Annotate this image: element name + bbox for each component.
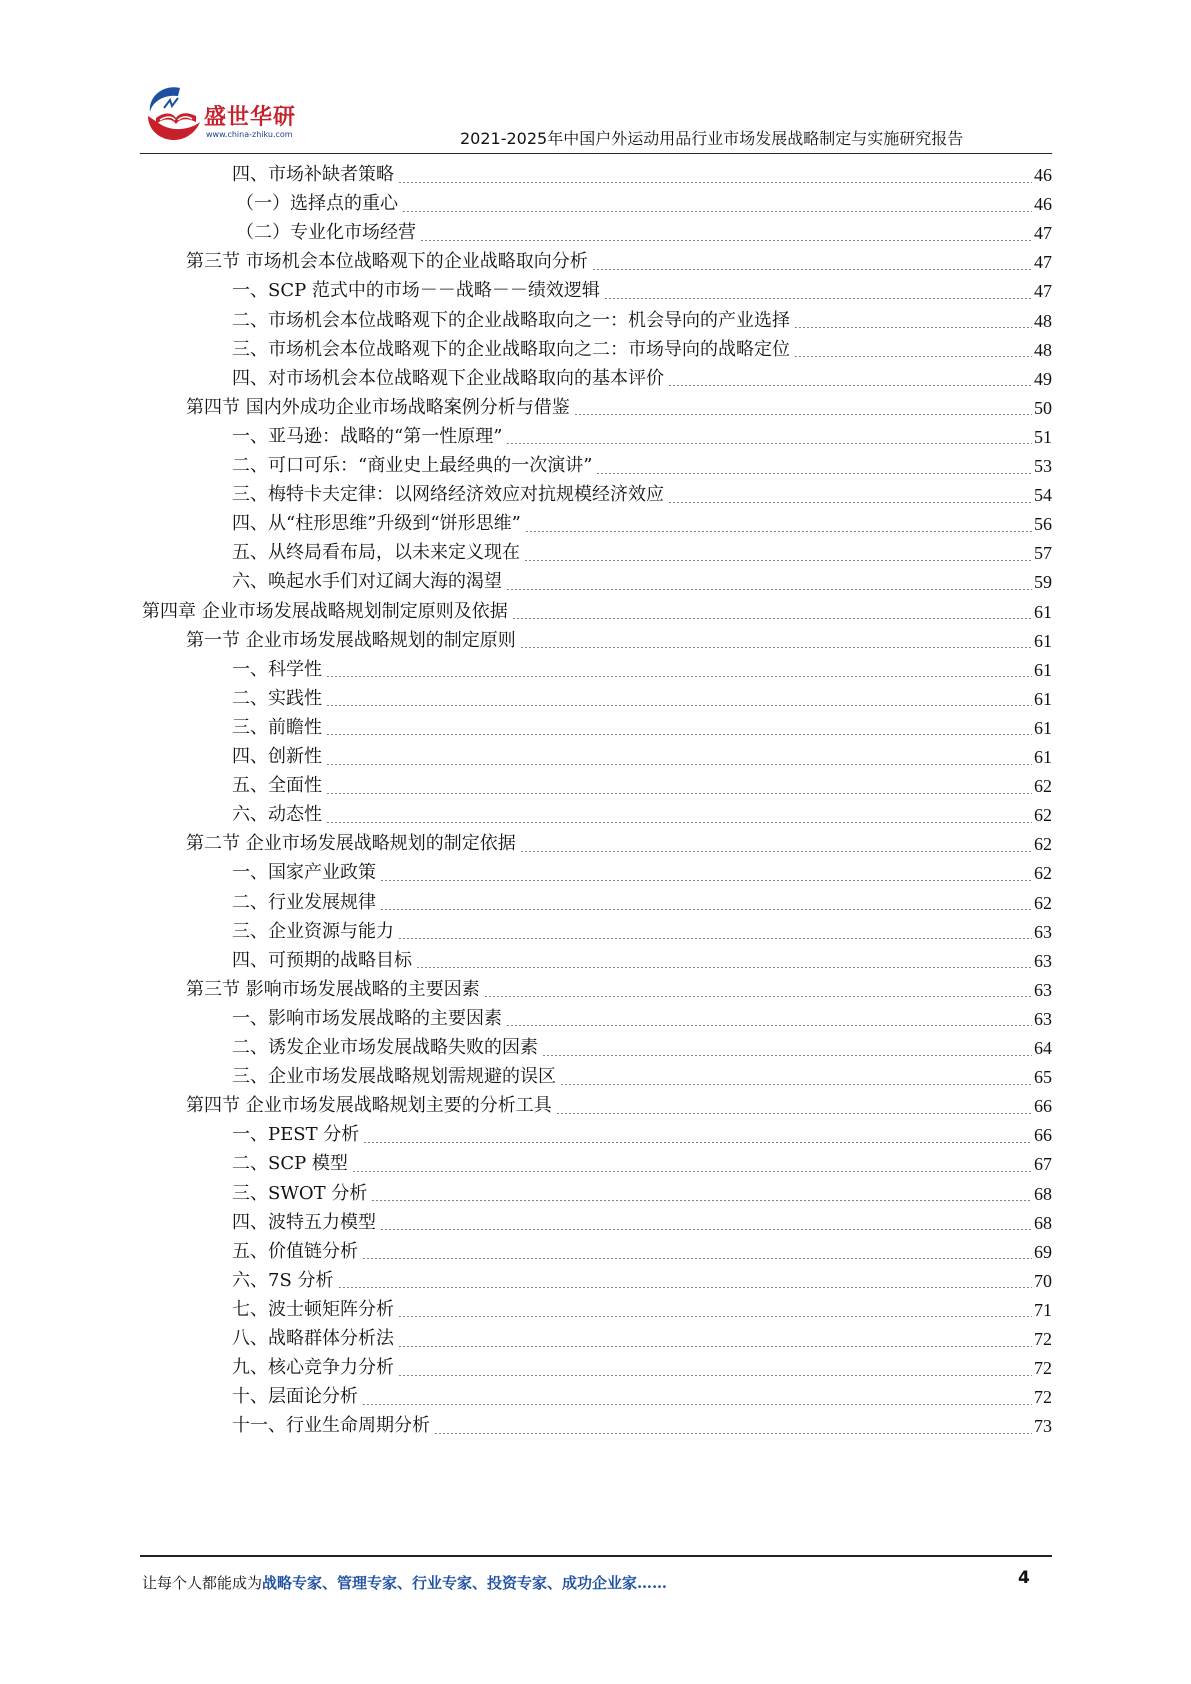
toc-entry[interactable]: [232, 1120, 1052, 1150]
toc-leader-dots: [402, 211, 1032, 212]
toc-entry[interactable]: [232, 1411, 1052, 1441]
toc-leader-dots: [512, 618, 1032, 619]
toc-entry-page: 65: [1034, 1067, 1052, 1088]
toc-entry-page: 72: [1034, 1329, 1052, 1349]
toc-entry[interactable]: [232, 160, 1052, 190]
toc-entry-page: 62: [1034, 863, 1052, 884]
toc-entry-page: 62: [1034, 805, 1052, 826]
toc-entry[interactable]: [232, 713, 1052, 743]
toc-leader-dots: [362, 1404, 1032, 1405]
toc-entry[interactable]: [232, 858, 1052, 888]
toc-entry-title: 三、梅特卡夫定律：以网络经济效应对抗规模经济效应: [232, 484, 664, 506]
toc-leader-dots: [326, 793, 1032, 794]
toc-entry-title: 二、行业发展规律: [232, 891, 376, 913]
toc-leader-dots: [380, 880, 1032, 881]
toc-entry[interactable]: [232, 1295, 1052, 1325]
toc-entry-page: 47: [1034, 252, 1052, 273]
toc-entry-page: 68: [1034, 1183, 1052, 1204]
toc-entry[interactable]: [186, 626, 1052, 656]
toc-entry[interactable]: [232, 946, 1052, 976]
toc-entry-title: 第三节 市场机会本位战略观下的企业战略取向分析: [186, 251, 588, 273]
footer-slogan-highlight: 战略专家、管理专家、行业专家、投资专家、成功企业家……: [262, 1574, 668, 1592]
toc-entry[interactable]: [232, 1004, 1052, 1034]
toc-entry-page: 63: [1034, 950, 1052, 971]
toc-entry-page: 62: [1034, 834, 1052, 855]
toc-leader-dots: [506, 589, 1032, 590]
toc-leader-dots: [398, 1346, 1032, 1347]
logo-book-icon: [142, 82, 208, 148]
header-divider: [140, 153, 1052, 154]
toc-entry-title: 三、企业市场发展战略规划需规避的误区: [232, 1066, 556, 1088]
toc-entry-title: 四、从“柱形思维”升级到“饼形思维”: [232, 513, 521, 535]
toc-entry-page: 61: [1034, 630, 1052, 651]
toc-entry-title: 七、波士顿矩阵分析: [232, 1298, 394, 1320]
toc-entry-title: 五、从终局看布局，以未来定义现在: [232, 542, 520, 564]
toc-entry-page: 47: [1034, 281, 1052, 302]
toc-entry[interactable]: [232, 1324, 1052, 1354]
toc-leader-dots: [506, 443, 1032, 444]
toc-entry-page: 72: [1034, 1387, 1052, 1408]
toc-entry[interactable]: [232, 888, 1052, 918]
toc-entry-page: 61: [1034, 688, 1052, 709]
toc-entry-page: 68: [1034, 1212, 1052, 1233]
toc-entry[interactable]: [232, 1266, 1052, 1296]
toc-entry[interactable]: [232, 276, 1052, 306]
toc-entry[interactable]: [186, 829, 1052, 859]
toc-entry-title: 五、价值链分析: [232, 1240, 358, 1262]
toc-entry-page: 72: [1034, 1358, 1052, 1379]
toc-entry-title: 一、SCP 范式中的市场－－战略－－绩效逻辑: [232, 280, 600, 302]
toc-entry-title: 一、PEST 分析: [232, 1124, 360, 1146]
toc-leader-dots: [352, 1171, 1032, 1172]
toc-entry[interactable]: [142, 597, 1052, 627]
toc-entry-page: 50: [1034, 397, 1052, 418]
toc-entry-title: 四、创新性: [232, 746, 322, 767]
toc-entry-title: 六、唤起水手们对辽阔大海的渴望: [232, 571, 502, 593]
toc-leader-dots: [398, 1375, 1032, 1376]
footer-slogan-prefix: 让每个人都能成为: [142, 1574, 263, 1592]
toc-leader-dots: [380, 909, 1032, 910]
toc-entry-page: 62: [1034, 892, 1052, 913]
toc-leader-dots: [520, 647, 1032, 648]
toc-entry-page: 62: [1034, 776, 1052, 797]
toc-leader-dots: [574, 414, 1032, 415]
toc-entry[interactable]: [232, 800, 1052, 830]
toc-entry-page: 46: [1034, 194, 1052, 215]
toc-entry-title: 三、SWOT 分析: [232, 1182, 368, 1204]
toc-leader-dots: [484, 996, 1032, 997]
toc-entry-title: 十、层面论分析: [232, 1386, 358, 1408]
toc-entry-title: 一、亚马逊：战略的“第一性原理”: [232, 425, 503, 447]
company-logo: [142, 82, 322, 152]
toc-leader-dots: [560, 1084, 1032, 1085]
toc-entry[interactable]: [232, 742, 1052, 772]
toc-entry-page: 63: [1034, 1008, 1052, 1029]
toc-entry[interactable]: [186, 393, 1052, 423]
toc-entry-page: 73: [1034, 1416, 1052, 1437]
toc-entry-page: 56: [1034, 514, 1052, 535]
toc-entry-page: 57: [1034, 543, 1052, 564]
toc-leader-dots: [434, 1433, 1032, 1434]
toc-leader-dots: [794, 356, 1032, 357]
toc-leader-dots: [556, 1113, 1032, 1114]
toc-entry[interactable]: [232, 1353, 1052, 1383]
toc-entry[interactable]: [236, 218, 1052, 248]
toc-entry[interactable]: [232, 1033, 1052, 1063]
toc-entry-page: 46: [1034, 165, 1052, 185]
toc-entry[interactable]: [232, 1179, 1052, 1209]
toc-entry-title: 六、动态性: [232, 804, 322, 826]
toc-entry-page: 51: [1034, 426, 1052, 447]
toc-entry[interactable]: [232, 684, 1052, 714]
toc-leader-dots: [604, 298, 1032, 299]
toc-leader-dots: [398, 182, 1032, 183]
toc-entry-title: 二、SCP 模型: [232, 1153, 348, 1175]
toc-entry[interactable]: [232, 567, 1052, 597]
toc-entry[interactable]: [232, 480, 1052, 510]
toc-entry-page: 63: [1034, 921, 1052, 942]
toc-leader-dots: [363, 1142, 1032, 1143]
toc-entry-page: 49: [1034, 368, 1052, 389]
toc-leader-dots: [398, 1316, 1032, 1317]
toc-entry[interactable]: [232, 771, 1052, 801]
toc-entry-title: （一）选择点的重心: [236, 193, 398, 215]
toc-entry-page: 61: [1034, 717, 1052, 738]
toc-entry-page: 70: [1034, 1270, 1052, 1291]
toc-leader-dots: [420, 240, 1032, 241]
toc-leader-dots: [524, 560, 1032, 561]
toc-entry[interactable]: [232, 306, 1052, 336]
toc-entry-title: （二）专业化市场经营: [236, 222, 416, 244]
toc-entry-title: 第四节 国内外成功企业市场战略案例分析与借鉴: [186, 396, 570, 418]
toc-entry-page: 59: [1034, 572, 1052, 593]
toc-leader-dots: [326, 764, 1032, 765]
toc-entry-title: 四、波特五力模型: [232, 1211, 376, 1233]
page-header: [0, 0, 1191, 160]
toc-leader-dots: [542, 1055, 1032, 1056]
toc-leader-dots: [398, 938, 1032, 939]
toc-entry-title: 十一、行业生命周期分析: [232, 1415, 430, 1437]
toc-entry-page: 66: [1034, 1125, 1052, 1146]
footer-divider: [140, 1555, 1052, 1557]
toc-entry[interactable]: [232, 1237, 1052, 1267]
toc-entry-page: 61: [1034, 601, 1052, 622]
toc-entry[interactable]: [232, 335, 1052, 365]
toc-entry-page: 61: [1034, 747, 1052, 767]
toc-entry-title: 八、战略群体分析法: [232, 1328, 394, 1349]
toc-entry[interactable]: [232, 1149, 1052, 1179]
toc-entry-page: 53: [1034, 456, 1052, 476]
toc-entry-page: 61: [1034, 659, 1052, 680]
toc-entry-title: 第四节 企业市场发展战略规划主要的分析工具: [186, 1095, 552, 1117]
logo-name: 盛世华研: [204, 105, 297, 130]
toc-entry[interactable]: [232, 1062, 1052, 1092]
toc-entry-title: 第四章 企业市场发展战略规划制定原则及依据: [142, 600, 508, 622]
toc-entry-title: 三、前瞻性: [232, 716, 322, 738]
toc-entry-page: 64: [1034, 1038, 1052, 1058]
toc-leader-dots: [794, 327, 1032, 328]
toc-entry-title: 二、诱发企业市场发展战略失败的因素: [232, 1037, 538, 1058]
toc-leader-dots: [326, 822, 1032, 823]
toc-entry-title: 一、影响市场发展战略的主要因素: [232, 1007, 502, 1029]
toc-entry-title: 一、国家产业政策: [232, 862, 376, 884]
toc-leader-dots: [326, 705, 1032, 706]
logo-url: www.china-zhiku.com: [206, 130, 293, 139]
toc-leader-dots: [592, 269, 1032, 270]
footer-slogan: [142, 1572, 667, 1593]
toc-entry-page: 69: [1034, 1241, 1052, 1262]
toc-entry-title: 二、可口可乐：“商业史上最经典的一次演讲”: [232, 455, 593, 476]
toc-entry[interactable]: [232, 917, 1052, 947]
toc-entry-title: 第二节 企业市场发展战略规划的制定依据: [186, 833, 516, 855]
toc-leader-dots: [338, 1287, 1032, 1288]
toc-entry[interactable]: [186, 247, 1052, 277]
toc-leader-dots: [520, 851, 1032, 852]
toc-entry-title: 第一节 企业市场发展战略规划的制定原则: [186, 629, 516, 651]
toc-leader-dots: [380, 1229, 1032, 1230]
toc-entry-title: 四、对市场机会本位战略观下企业战略取向的基本评价: [232, 367, 664, 389]
toc-entry-title: 四、市场补缺者策略: [232, 164, 394, 185]
toc-entry-title: 六、7S 分析: [232, 1269, 334, 1291]
toc-entry-title: 四、可预期的战略目标: [232, 949, 412, 971]
toc-leader-dots: [362, 1258, 1032, 1259]
toc-leader-dots: [326, 734, 1032, 735]
toc-leader-dots: [371, 1200, 1032, 1201]
toc-entry-page: 54: [1034, 485, 1052, 506]
toc-entry-title: 九、核心竞争力分析: [232, 1357, 394, 1379]
toc-entry[interactable]: [232, 1208, 1052, 1238]
toc-entry-title: 二、市场机会本位战略观下的企业战略取向之一：机会导向的产业选择: [232, 309, 790, 331]
toc-leader-dots: [668, 502, 1032, 503]
toc-entry[interactable]: [232, 1382, 1052, 1412]
toc-leader-dots: [326, 676, 1032, 677]
toc-entry-page: 63: [1034, 979, 1052, 1000]
toc-leader-dots: [416, 967, 1032, 968]
report-title: 2021-2025年中国户外运动用品行业市场发展战略制定与实施研究报告: [460, 129, 964, 148]
toc-entry-page: 66: [1034, 1096, 1052, 1117]
toc-entry[interactable]: [186, 975, 1052, 1005]
toc-entry-title: 一、科学性: [232, 658, 322, 680]
toc-entry[interactable]: [186, 1091, 1052, 1121]
toc-leader-dots: [596, 473, 1032, 474]
page-number: 4: [1018, 1568, 1030, 1588]
toc-entry-page: 48: [1034, 339, 1052, 360]
toc-entry[interactable]: [232, 422, 1052, 452]
toc-entry-title: 三、企业资源与能力: [232, 920, 394, 942]
toc-entry-title: 二、实践性: [232, 687, 322, 709]
toc-leader-dots: [668, 385, 1032, 386]
toc-entry-page: 71: [1034, 1299, 1052, 1320]
toc-entry-page: 47: [1034, 223, 1052, 244]
toc-entry[interactable]: [232, 364, 1052, 394]
toc-entry-title: 五、全面性: [232, 775, 322, 797]
toc-entry-title: 三、市场机会本位战略观下的企业战略取向之二：市场导向的战略定位: [232, 338, 790, 360]
toc-entry[interactable]: [232, 509, 1052, 539]
toc-entry[interactable]: [232, 538, 1052, 568]
toc-leader-dots: [506, 1025, 1032, 1026]
toc-entry-title: 第三节 影响市场发展战略的主要因素: [186, 978, 480, 1000]
toc-entry-page: 67: [1034, 1154, 1052, 1175]
toc-entry-page: 48: [1034, 310, 1052, 331]
toc-entry[interactable]: [232, 451, 1052, 481]
toc-leader-dots: [525, 531, 1032, 532]
toc-entry[interactable]: [232, 655, 1052, 685]
toc-entry[interactable]: [236, 189, 1052, 219]
